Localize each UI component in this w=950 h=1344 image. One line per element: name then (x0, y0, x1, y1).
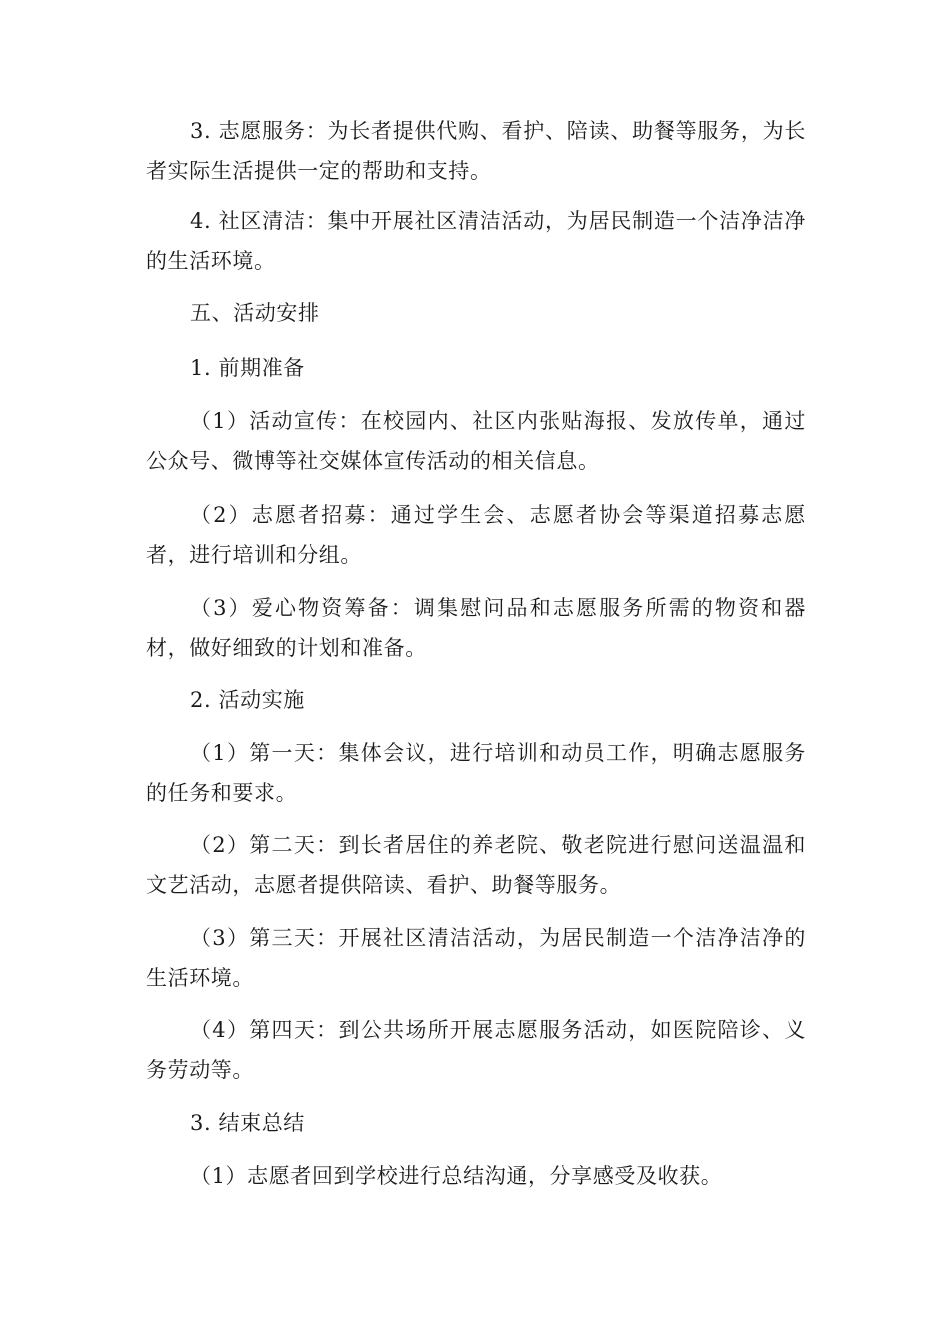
paragraph-day-two: （2）第二天：到长者居住的养老院、敬老院进行慰问送温温和文艺活动，志愿者提供陪读、看护、助餐等服务。 (146, 833, 806, 897)
paragraph-day-four: （4）第四天：到公共场所开展志愿服务活动，如医院陪诊、义务劳动等。 (146, 1018, 806, 1082)
paragraph-community-cleaning: 4. 社区清洁：集中开展社区清洁活动，为居民制造一个洁净洁净的生活环境。 (146, 209, 806, 273)
paragraph-summary-one: （1）志愿者回到学校进行总结沟通，分享感受及收获。 (190, 1164, 723, 1188)
paragraph-day-three: （3）第三天：开展社区清洁活动，为居民制造一个洁净洁净的生活环境。 (146, 926, 806, 990)
paragraph-volunteer-service: 3. 志愿服务：为长者提供代购、看护、陪读、助餐等服务，为长者实际生活提供一定的帮助和支持。 (146, 119, 806, 183)
paragraph-publicity: （1）活动宣传：在校园内、社区内张贴海报、发放传单，通过公众号、微博等社交媒体宣传活动的相关信息。 (146, 409, 806, 473)
paragraph-day-one: （1）第一天：集体会议，进行培训和动员工作，明确志愿服务的任务和要求。 (146, 741, 806, 805)
subheading-summary: 3. 结束总结 (190, 1111, 305, 1135)
paragraph-recruitment: （2）志愿者招募：通过学生会、志愿者协会等渠道招募志愿者，进行培训和分组。 (146, 503, 806, 567)
subheading-preparation: 1. 前期准备 (190, 356, 305, 380)
paragraph-supplies: （3）爱心物资筹备：调集慰问品和志愿服务所需的物资和器材，做好细致的计划和准备。 (146, 596, 806, 660)
section-heading-activity-arrangement: 五、活动安排 (190, 301, 320, 325)
subheading-implementation: 2. 活动实施 (190, 688, 305, 712)
